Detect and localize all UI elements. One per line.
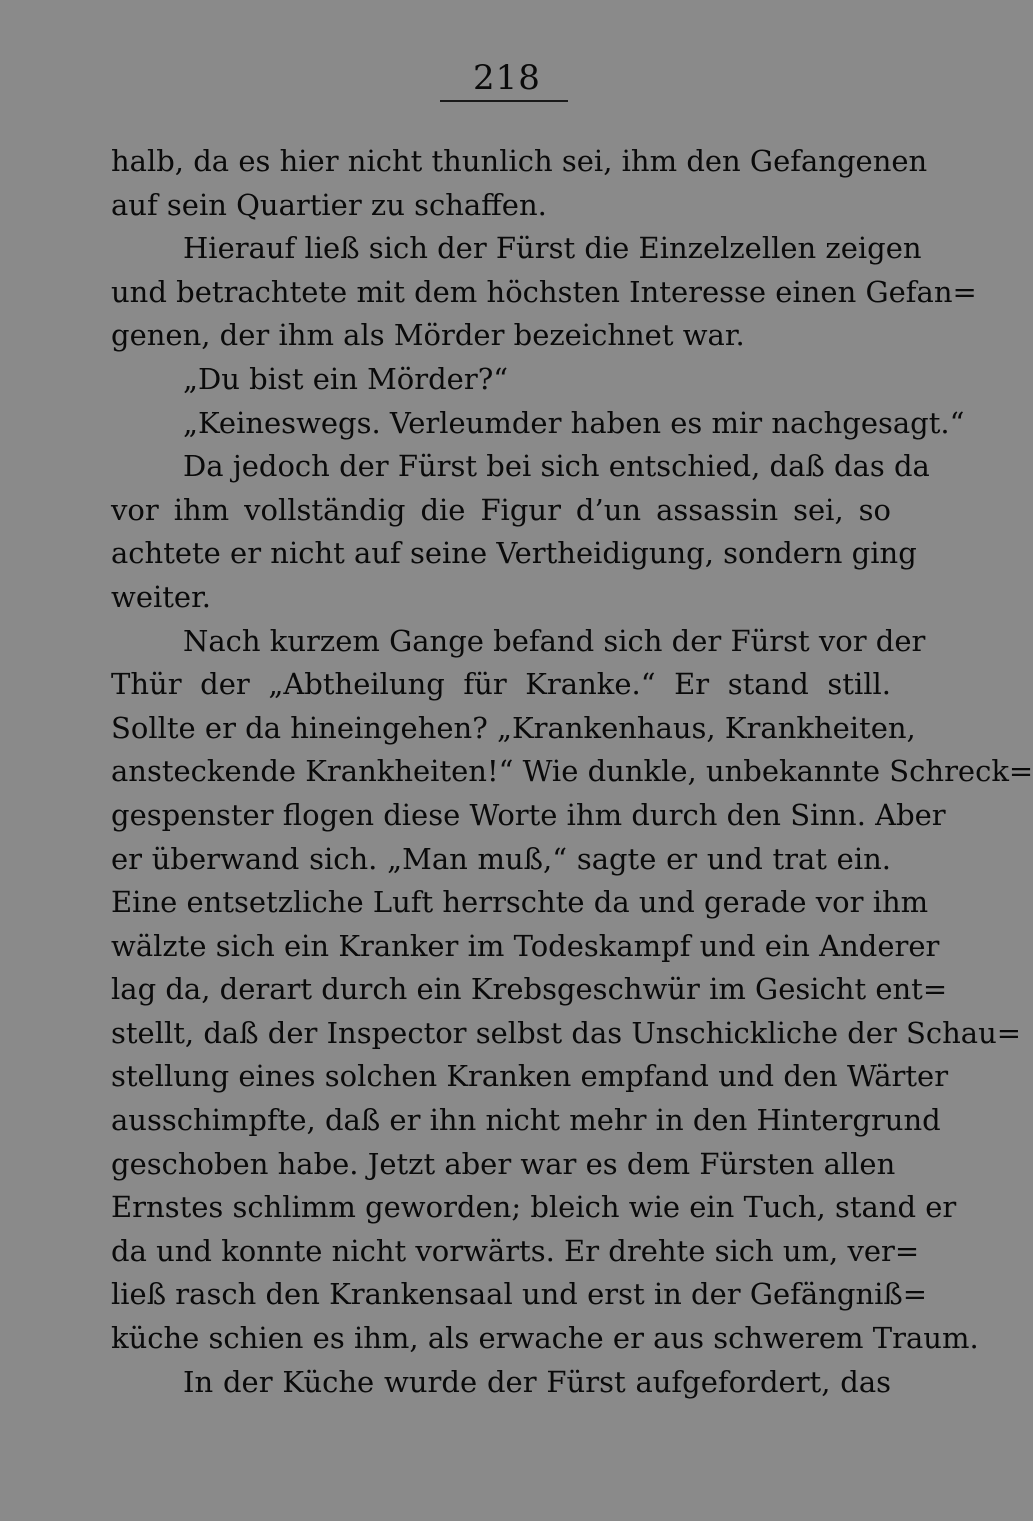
text-line: Da jedoch der Fürst bei sich entschied, daß das da	[183, 449, 930, 484]
page-number: 218	[473, 58, 541, 98]
text-line: ansteckende Krankheiten!“ Wie dunkle, unbekannte Schreck=	[111, 754, 1033, 789]
text-line: Nach kurzem Gange befand sich der Fürst vor der	[183, 623, 926, 658]
header-rule	[440, 100, 568, 102]
text-line: Eine entsetzliche Luft herrschte da und gerade vor ihm	[111, 885, 929, 920]
text-line: Ernstes schlimm geworden; bleich wie ein Tuch, stand er	[111, 1190, 957, 1225]
text-line: ließ rasch den Krankensaal und erst in der Gefängniß=	[111, 1277, 928, 1312]
text-line: auf sein Quartier zu schaffen.	[111, 187, 547, 222]
text-line: stellung eines solchen Kranken empfand und den Wärter	[111, 1059, 949, 1094]
text-line: stellt, daß der Inspector selbst das Unschickliche der Schau=	[111, 1015, 1022, 1050]
text-line: genen, der ihm als Mörder bezeichnet war.	[111, 318, 745, 353]
text-line: Hierauf ließ sich der Fürst die Einzelzellen zeigen	[183, 231, 922, 266]
text-line: weiter.	[111, 579, 211, 614]
text-line: vor ihm vollständig die Figur d’un assassin sei, so	[111, 492, 891, 527]
body-text	[111, 140, 1033, 1404]
text-line: Sollte er da hineingehen? „Krankenhaus, Krankheiten,	[111, 710, 916, 745]
text-line: da und konnte nicht vorwärts. Er drehte sich um, ver=	[111, 1233, 920, 1268]
text-line: In der Küche wurde der Fürst aufgefordert, das	[183, 1364, 891, 1399]
text-line: wälzte sich ein Kranker im Todeskampf und ein Anderer	[111, 928, 940, 963]
text-line: ausschimpfte, daß er ihn nicht mehr in den Hintergrund	[111, 1103, 941, 1138]
text-line: halb, da es hier nicht thunlich sei, ihm den Gefangenen	[111, 144, 928, 178]
text-line: geschoben habe. Jetzt aber war es dem Fürsten allen	[111, 1146, 896, 1181]
text-line: und betrachtete mit dem höchsten Interesse einen Gefan=	[111, 274, 977, 309]
text-line: „Keineswegs. Verleumder haben es mir nachgesagt.“	[183, 405, 965, 440]
text-line: Thür der „Abtheilung für Kranke.“ Er stand still.	[111, 667, 891, 702]
text-line: er überwand sich. „Man muß,“ sagte er und trat ein.	[111, 841, 891, 876]
text-line: gespenster flogen diese Worte ihm durch den Sinn. Aber	[111, 797, 946, 832]
text-line: achtete er nicht auf seine Vertheidigung, sondern ging	[111, 536, 917, 571]
text-line: küche schien es ihm, als erwache er aus schwerem Traum.	[111, 1321, 979, 1356]
text-line: lag da, derart durch ein Krebsgeschwür im Gesicht ent=	[111, 972, 948, 1007]
text-line: „Du bist ein Mörder?“	[183, 361, 509, 396]
